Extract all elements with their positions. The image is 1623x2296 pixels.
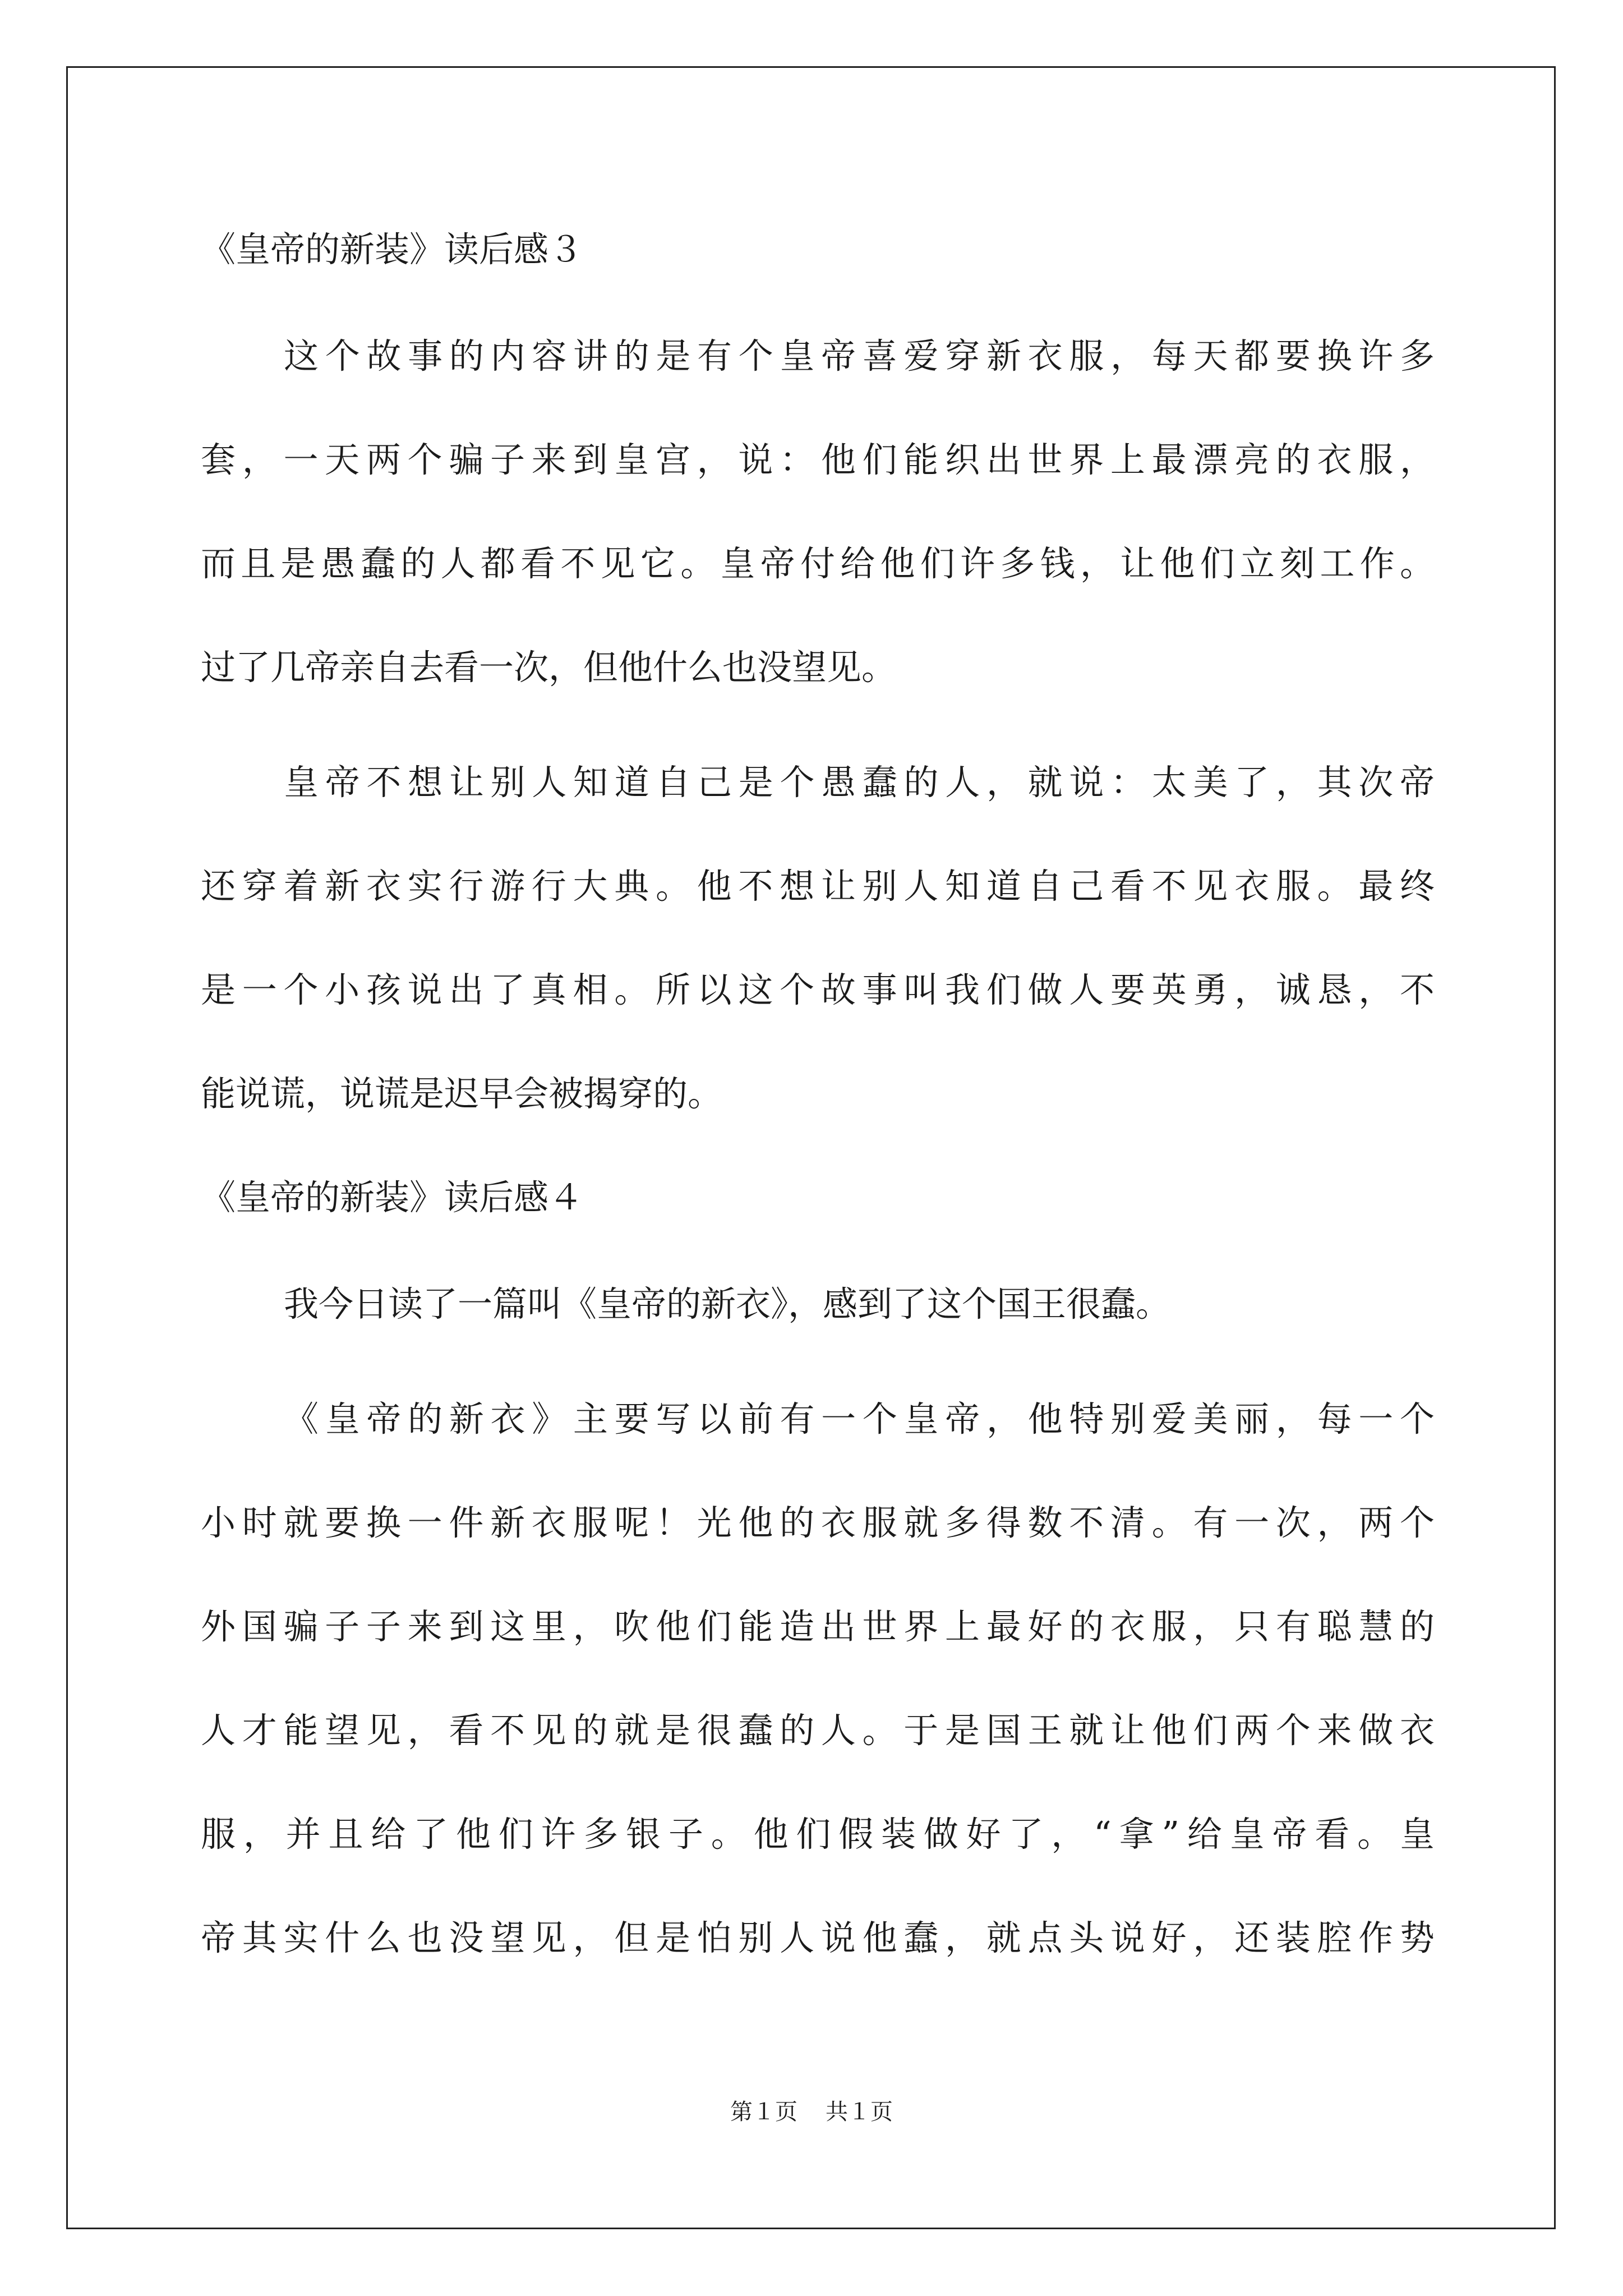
paragraph-line: 服，并且给了他们许多银子。他们假装做好了，“拿”给皇帝看。皇 (201, 1814, 1435, 1855)
paragraph-line: 皇帝不想让别人知道自己是个愚蠢的人，就说：太美了，其次帝 (284, 762, 1435, 803)
page-footer (0, 2098, 1623, 2126)
paragraph-line: 而且是愚蠢的人都看不见它。皇帝付给他们许多钱，让他们立刻工作。 (201, 543, 1435, 584)
paragraph-line: 套，一天两个骗子来到皇宫，说：他们能织出世界上最漂亮的衣服， (201, 439, 1435, 480)
page-total: 共１页 (826, 2099, 893, 2125)
paragraph-line: 过了几帝亲自去看一次，但他什么也没望见。 (201, 647, 897, 688)
paragraph-line: 还穿着新衣实行游行大典。他不想让别人知道自己看不见衣服。最终 (201, 866, 1435, 907)
page-border (66, 66, 1556, 2229)
paragraph-line: 外国骗子子来到这里，吹他们能造出世界上最好的衣服，只有聪慧的 (201, 1606, 1435, 1647)
paragraph-line: 帝其实什么也没望见，但是怕别人说他蠢，就点头说好，还装腔作势 (201, 1917, 1435, 1958)
paragraph-line: 是一个小孩说出了真相。所以这个故事叫我们做人要英勇，诚恳，不 (201, 969, 1435, 1010)
paragraph-line: 《皇帝的新衣》主要写以前有一个皇帝，他特别爱美丽，每一个 (284, 1398, 1435, 1439)
paragraph-line: 小时就要换一件新衣服呢！光他的衣服就多得数不清。有一次，两个 (201, 1502, 1435, 1543)
paragraph-line: 这个故事的内容讲的是有个皇帝喜爱穿新衣服，每天都要换许多 (284, 335, 1435, 376)
section-heading: 《皇帝的新装》读后感３ (201, 229, 584, 270)
paragraph-line: 人才能望见，看不见的就是很蠢的人。于是国王就让他们两个来做衣 (201, 1710, 1435, 1751)
section-heading: 《皇帝的新装》读后感４ (201, 1177, 584, 1218)
page-number: 第１页 (730, 2099, 797, 2125)
paragraph-line: 能说谎，说谎是迟早会被揭穿的。 (201, 1073, 723, 1114)
paragraph-line: 我今日读了一篇叫《皇帝的新衣》，感到了这个国王很蠢。 (284, 1283, 1171, 1324)
